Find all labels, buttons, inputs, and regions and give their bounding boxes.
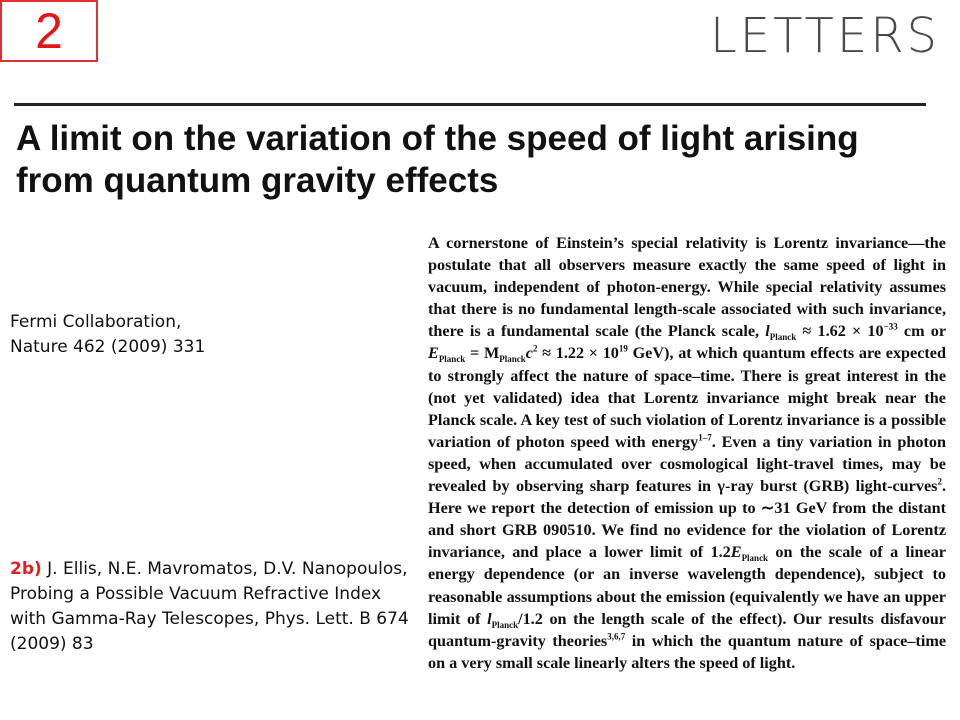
abstract-part: /1.2 on the length scale of the effect). Our results disfavour quantum-gravity theories	[428, 609, 946, 650]
reference-fermi	[10, 310, 205, 360]
abstract-part: ≈ 1.62 × 10	[796, 322, 884, 341]
abstract-symbol: l	[487, 609, 492, 628]
abstract-part: at which quantum effects are expected to strongly affect the nature of space–time. There is great interest in the (not yet validated) idea that Lorentz invariance might break near the Planck scale. A key test of such violation of Lorentz invariance is a possible variation of photon speed with energy	[428, 344, 946, 451]
abstract-part: = M	[465, 344, 500, 363]
section-header: LETTERS	[710, 8, 941, 64]
abstract-subscript: Planck	[499, 354, 526, 365]
abstract-part: cm or	[897, 322, 947, 341]
abstract-subscript: Planck	[769, 332, 797, 343]
abstract-part: ≈ 1.22 × 10	[537, 344, 619, 363]
header-rule	[14, 103, 926, 106]
abstract-citation: 2	[937, 476, 942, 487]
abstract-citation: 1–7	[698, 432, 712, 443]
abstract-subscript: Planck	[741, 553, 769, 564]
reference-fermi-line2: Nature 462 (2009) 331	[10, 337, 206, 357]
abstract-symbol: c	[525, 344, 533, 363]
reference-ellis	[10, 557, 410, 657]
abstract-superscript: −33	[883, 321, 898, 332]
paper-title: A limit on the variation of the speed of light arising from quantum gravity effects	[16, 119, 859, 200]
reference-tag: 2b)	[10, 559, 42, 579]
abstract-superscript: 2	[532, 344, 538, 355]
abstract-superscript: 19	[618, 344, 628, 355]
abstract-part: in which the quantum nature of space–time on a very small scale linearly alters the speed of light.	[428, 631, 947, 672]
abstract-part: GeV),	[627, 344, 674, 363]
abstract-subscript: Planck	[491, 619, 519, 630]
abstract-symbol: E	[428, 344, 439, 363]
abstract-part: . Here we report the detection of emission up to ∼31 GeV from the distant and short GRB 090510. We find no evidence for the violation of Lorentz invariance, and place a lower limit of 1.2	[428, 477, 946, 562]
abstract-part: A cornerstone of Einstein’s special relativity is Lorentz invariance—the postulate that all observers measure exactly the same speed of light in vacuum, independent of photon-energy. While special relativity assumes that there is no fundamental length-scale associated with such invariance, there is a fundamental scale (the Planck scale,	[428, 234, 946, 341]
abstract-text	[428, 232, 946, 674]
abstract-symbol: E	[730, 543, 742, 562]
abstract-symbol: l	[765, 322, 770, 341]
abstract-citation: 3,6,7	[607, 631, 626, 642]
reference-ellis-text: J. Ellis, N.E. Mavromatos, D.V. Nanopoulos, Probing a Possible Vacuum Refractive Index with Gamma-Ray Telescopes, Phys. Lett. B 674 (2009) 83	[10, 559, 409, 654]
abstract-part: . Even a tiny variation in photon speed, when accumulated over cosmological light-travel times, may be revealed by observing sharp features in γ-ray burst (GRB) light-curves	[428, 432, 946, 496]
abstract-subscript: Planck	[438, 354, 466, 365]
slide-number: 2	[0, 0, 98, 62]
reference-fermi-line1: Fermi Collaboration,	[10, 312, 182, 332]
abstract-part: on the scale of a linear energy dependence (or an inverse wavelength dependence), subject to reasonable assumptions about the emission (equivalently we have an upper limit of	[428, 543, 946, 628]
